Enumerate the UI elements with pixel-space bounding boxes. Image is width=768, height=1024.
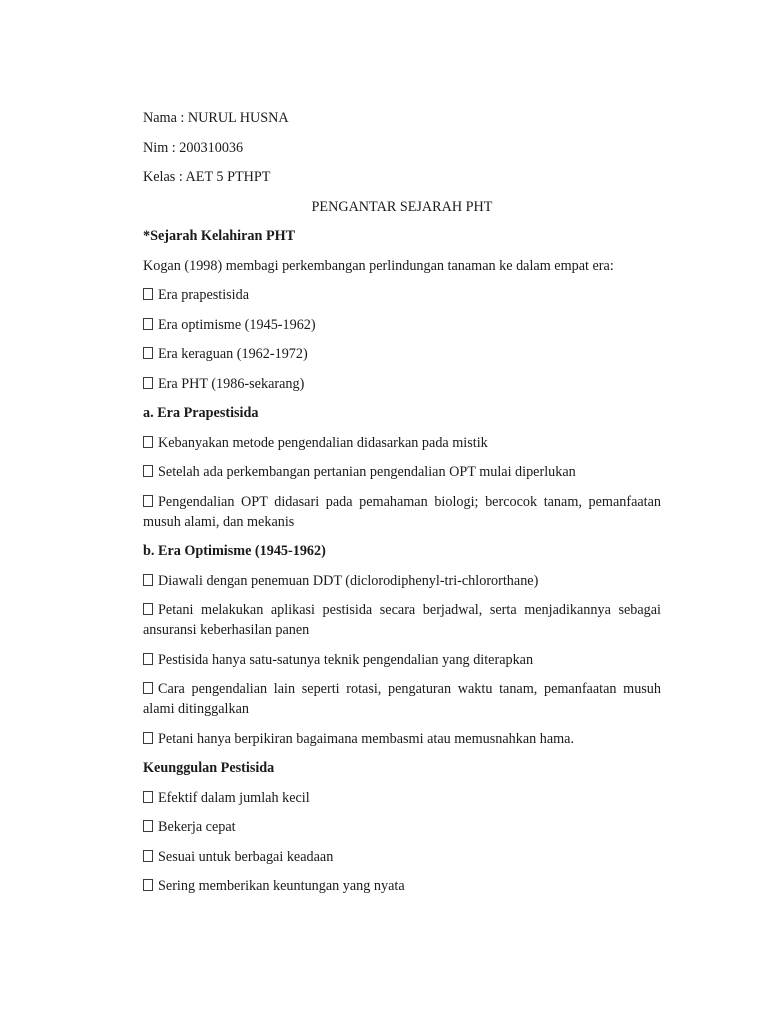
checkbox-bullet-icon (143, 732, 153, 744)
list-item: Era optimisme (1945-1962) (143, 315, 661, 335)
list-item: Era prapestisida (143, 285, 661, 305)
list-item: Efektif dalam jumlah kecil (143, 788, 661, 808)
section-heading-prapestisida: a. Era Prapestisida (143, 405, 259, 421)
section-heading-optimisme: b. Era Optimisme (1945-1962) (143, 543, 326, 559)
checkbox-bullet-icon (143, 288, 153, 300)
nim-line: Nim : 200310036 (143, 139, 244, 156)
document-title: PENGANTAR SEJARAH PHT (311, 198, 493, 215)
checkbox-bullet-icon (143, 820, 153, 832)
class-line: Kelas : AET 5 PTHPT (143, 169, 271, 185)
list-item: Diawali dengan penemuan DDT (diclorodiphenyl-tri-chlororthane) (143, 571, 661, 591)
list-item: Setelah ada perkembangan pertanian pengendalian OPT mulai diperlukan (143, 462, 661, 482)
checkbox-bullet-icon (143, 850, 153, 862)
checkbox-bullet-icon (143, 603, 153, 615)
name-line: Nama : NURUL HUSNA (143, 110, 289, 126)
section-heading-keunggulan: Keunggulan Pestisida (143, 760, 275, 776)
document-body (143, 108, 661, 906)
checkbox-bullet-icon (143, 436, 153, 448)
list-item: Bekerja cepat (143, 817, 661, 837)
list-item: Kebanyakan metode pengendalian didasarkan pada mistik (143, 433, 661, 453)
list-item: Pengendalian OPT didasari pada pemahaman biologi; bercocok tanam, pemanfaatan musuh alami, dan mekanis (143, 493, 661, 530)
list-item: Petani melakukan aplikasi pestisida secara berjadwal, serta menjadikannya sebagai ansuransi keberhasilan panen (143, 602, 661, 638)
checkbox-bullet-icon (143, 347, 153, 359)
checkbox-bullet-icon (143, 653, 153, 665)
list-item: Cara pengendalian lain seperti rotasi, pengaturan waktu tanam, pemanfaatan musuh alami ditinggalkan (143, 681, 661, 717)
list-item: Era keraguan (1962-1972) (143, 344, 661, 364)
list-item: Sering memberikan keuntungan yang nyata (143, 876, 661, 896)
intro-paragraph: Kogan (1998) membagi perkembangan perlindungan tanaman ke dalam empat era: (143, 257, 614, 274)
checkbox-bullet-icon (143, 574, 153, 586)
section-heading-history: *Sejarah Kelahiran PHT (143, 228, 296, 244)
checkbox-bullet-icon (143, 879, 153, 891)
checkbox-bullet-icon (143, 377, 153, 389)
checkbox-bullet-icon (143, 791, 153, 803)
list-item: Sesuai untuk berbagai keadaan (143, 847, 661, 867)
list-item: Petani hanya berpikiran bagaimana membasmi atau memusnahkan hama. (143, 729, 661, 749)
checkbox-bullet-icon (143, 318, 153, 330)
list-item: Era PHT (1986-sekarang) (143, 374, 661, 394)
checkbox-bullet-icon (143, 465, 153, 477)
list-item: Pestisida hanya satu-satunya teknik pengendalian yang diterapkan (143, 650, 661, 670)
checkbox-bullet-icon (143, 495, 153, 507)
checkbox-bullet-icon (143, 682, 153, 694)
